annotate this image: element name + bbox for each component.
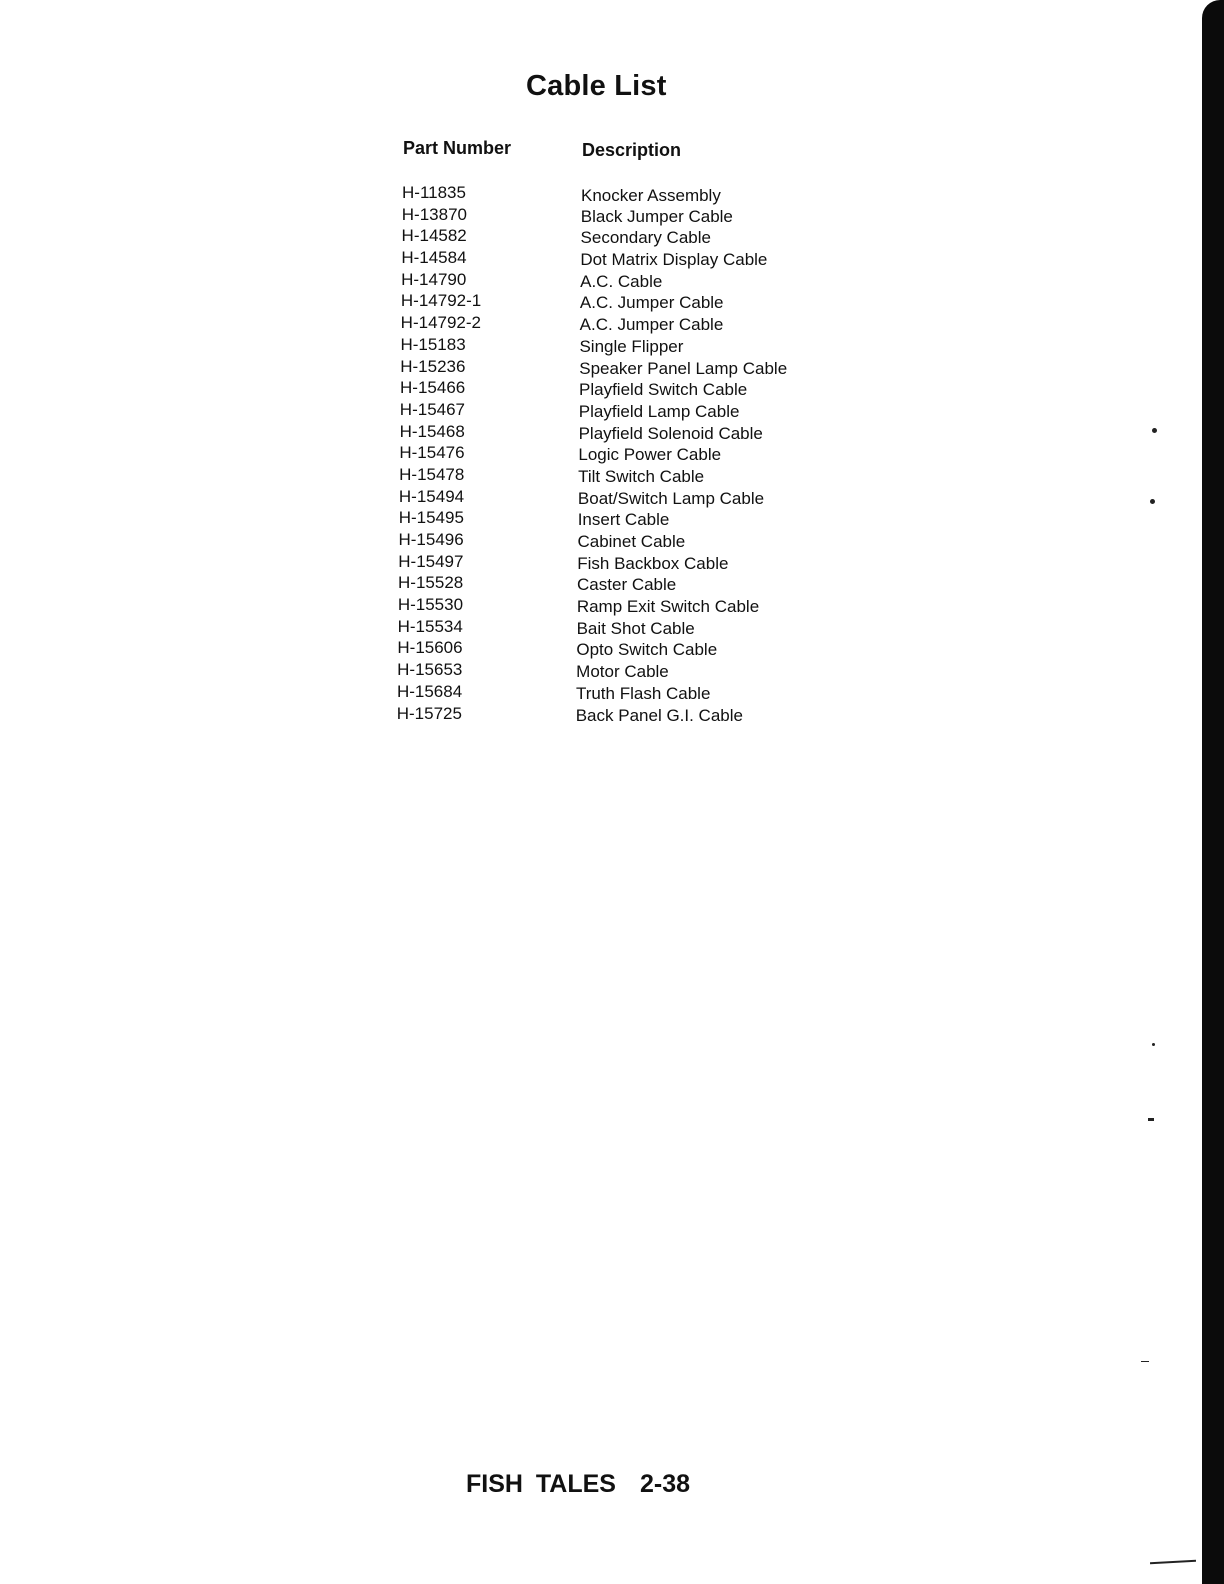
description-cell: Logic Power Cable — [578, 445, 722, 465]
table-row — [0, 335, 1224, 357]
table-row — [0, 291, 1224, 313]
table-row — [0, 248, 1224, 270]
table-row — [0, 617, 1224, 639]
part-number-cell: H-14584 — [401, 248, 467, 268]
table-row — [0, 205, 1224, 227]
description-cell: Playfield Solenoid Cable — [578, 423, 763, 443]
part-number-cell: H-15684 — [396, 681, 463, 701]
description-cell: Playfield Lamp Cable — [578, 401, 740, 421]
scan-dash — [1141, 1361, 1149, 1362]
table-row — [0, 638, 1224, 660]
table-row — [0, 660, 1224, 682]
description-cell: Truth Flash Cable — [575, 683, 711, 703]
description-cell: A.C. Cable — [580, 271, 663, 291]
table-row — [0, 357, 1224, 379]
description-cell: Bait Shot Cable — [576, 618, 695, 638]
part-number-cell: H-15236 — [400, 356, 466, 376]
table-row — [0, 573, 1224, 595]
description-cell: Cabinet Cable — [577, 532, 686, 551]
description-cell: Dot Matrix Display Cable — [580, 250, 768, 270]
part-number-cell: H-15495 — [398, 508, 464, 528]
table-row — [0, 595, 1224, 617]
table-row — [0, 443, 1224, 465]
description-cell: Knocker Assembly — [581, 186, 721, 205]
table-row — [0, 313, 1224, 335]
part-number-cell: H-15466 — [400, 378, 466, 398]
table-row — [0, 508, 1224, 530]
footer-page-number: 2-38 — [639, 1470, 691, 1498]
description-cell: Opto Switch Cable — [576, 640, 718, 660]
part-number-cell: H-15725 — [396, 703, 462, 723]
part-number-cell: H-14792-1 — [400, 291, 482, 311]
table-row — [0, 465, 1224, 487]
table-row — [0, 400, 1224, 422]
part-number-cell: H-15496 — [398, 530, 464, 549]
part-number-cell: H-15467 — [399, 399, 466, 419]
scan-speck — [1150, 499, 1155, 504]
table-row — [0, 530, 1224, 552]
description-cell: Single Flipper — [579, 336, 684, 356]
part-number-cell: H-15468 — [399, 421, 465, 441]
table-row — [0, 270, 1224, 292]
page-footer — [466, 1470, 690, 1499]
description-cell: Black Jumper Cable — [580, 206, 733, 226]
description-cell: Back Panel G.I. Cable — [575, 705, 743, 725]
part-number-cell: H-14582 — [401, 226, 467, 246]
description-cell: Tilt Switch Cable — [578, 466, 705, 486]
table-row — [0, 552, 1224, 574]
description-cell: Motor Cable — [576, 662, 669, 682]
part-number-cell: H-11835 — [402, 183, 466, 202]
part-number-cell: H-14790 — [401, 269, 467, 289]
scan-speck — [1152, 1043, 1155, 1046]
scan-dash — [1148, 1118, 1154, 1121]
column-header-description: Description — [582, 140, 682, 160]
scan-speck — [1152, 428, 1157, 433]
part-number-cell: H-14792-2 — [400, 313, 481, 333]
description-cell: Fish Backbox Cable — [577, 553, 729, 573]
table-row — [0, 682, 1224, 704]
description-cell: Boat/Switch Lamp Cable — [577, 488, 765, 508]
table-row — [0, 422, 1224, 444]
description-cell: Playfield Switch Cable — [579, 380, 748, 400]
description-cell: Secondary Cable — [580, 228, 711, 248]
column-header-part-number: Part Number — [403, 138, 512, 158]
part-number-cell: H-15534 — [397, 616, 463, 636]
description-cell: A.C. Jumper Cable — [579, 315, 724, 335]
part-number-cell: H-15653 — [397, 660, 463, 680]
part-number-cell: H-15528 — [398, 573, 464, 593]
part-number-cell: H-15183 — [400, 334, 466, 354]
description-cell: Speaker Panel Lamp Cable — [579, 358, 788, 378]
page-title: Cable List — [526, 70, 667, 102]
table-row — [0, 226, 1224, 248]
description-cell: Ramp Exit Switch Cable — [576, 597, 760, 617]
scan-corner-line — [1150, 1560, 1196, 1564]
part-number-cell: H-15497 — [398, 551, 464, 571]
table-row — [0, 487, 1224, 509]
part-number-cell: H-15478 — [399, 464, 465, 484]
description-cell: A.C. Jumper Cable — [579, 293, 724, 313]
cable-table — [0, 183, 1224, 725]
table-row — [0, 378, 1224, 400]
table-row — [0, 704, 1224, 726]
part-number-cell: H-15476 — [399, 443, 465, 463]
footer-title: FISH TALES — [466, 1470, 616, 1498]
description-cell: Insert Cable — [577, 510, 670, 530]
part-number-cell: H-15494 — [398, 486, 465, 506]
table-row — [0, 183, 1224, 205]
part-number-cell: H-15606 — [397, 638, 463, 658]
part-number-cell: H-13870 — [401, 204, 467, 224]
part-number-cell: H-15530 — [397, 595, 464, 615]
description-cell: Caster Cable — [577, 575, 677, 595]
